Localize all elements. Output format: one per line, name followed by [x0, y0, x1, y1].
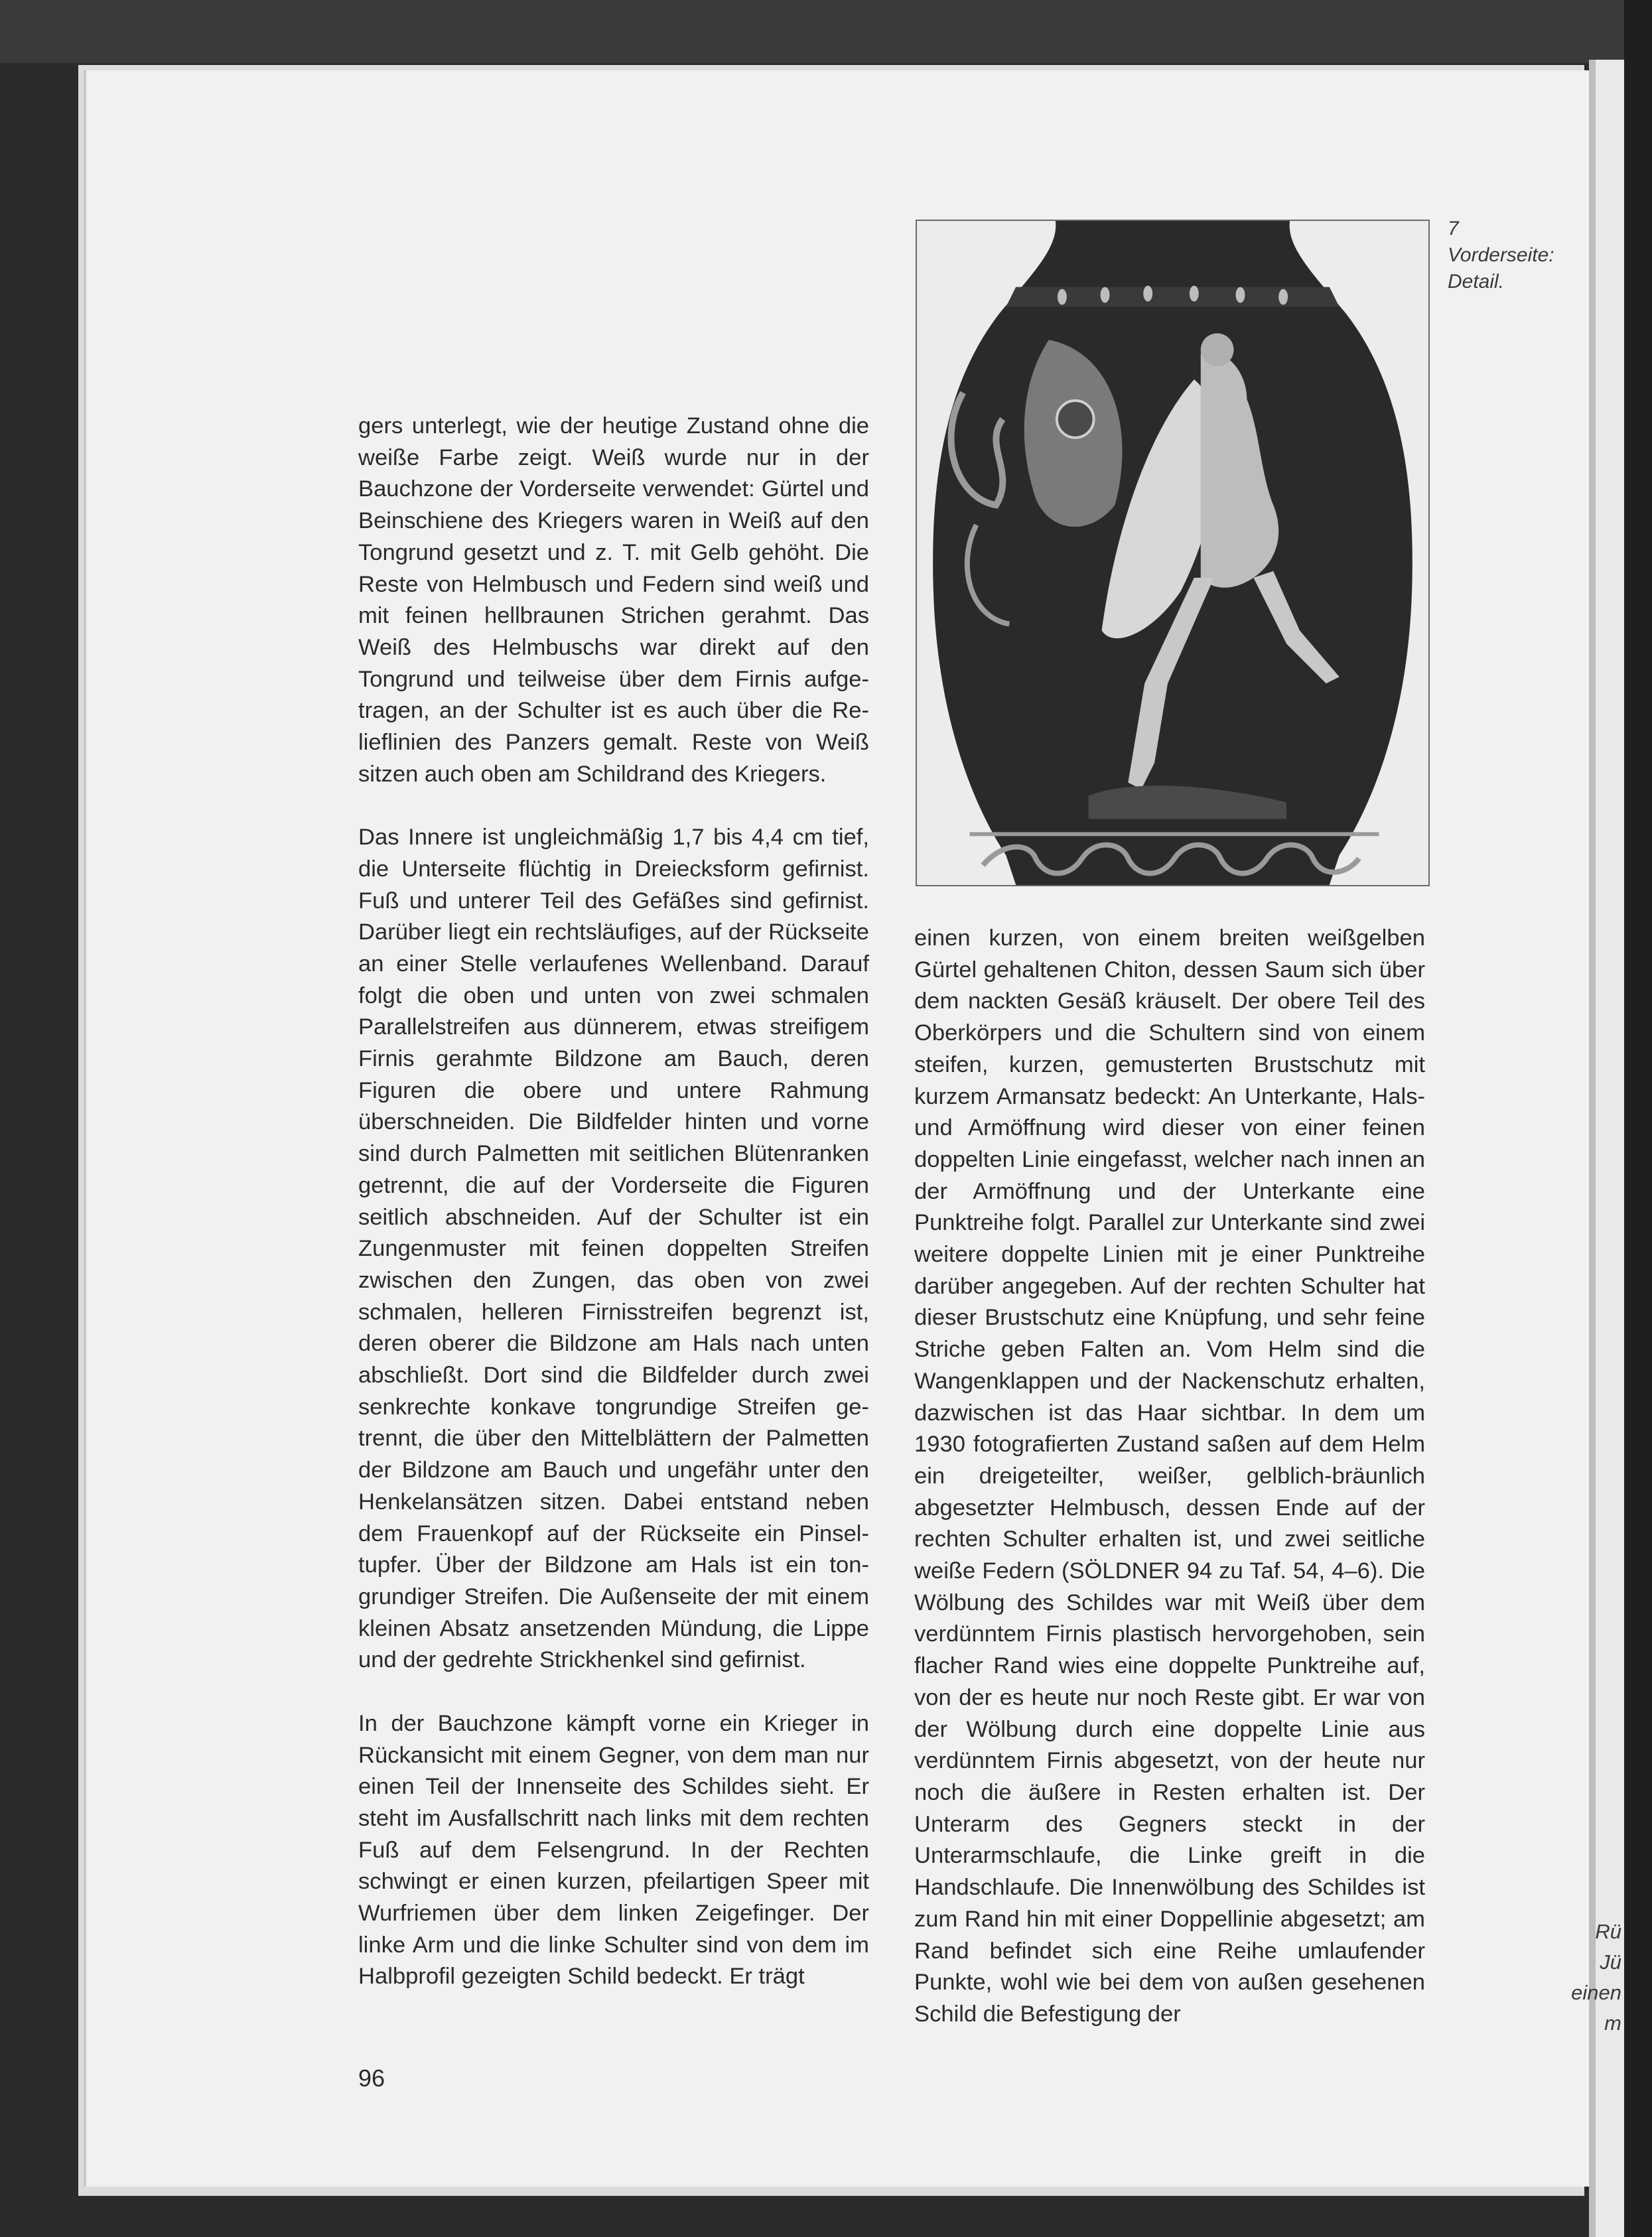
facing-page-fragment: Jü — [1600, 1950, 1621, 1974]
figure-photo-vase-detail — [916, 220, 1430, 886]
body-paragraph: einen kurzen, von einem breiten weißgelben Gürtel gehaltenen Chiton, dessen Saum sich über dem nackten Gesäß kräuselt. Der obere Teil des Oberkörpers und die Schultern sind von einem steifen, kurzen, gemusterten Brustschutz mit kurzem Armansatz bedeckt: An Unterkante, Hals- und Armöffnung wird dieser von einer feinen doppelten Linie eingefasst, welcher nach innen an der Armöffnung und der Unterkante eine Punktreihe folgt. Parallel zur Unterkante sind zwei weitere doppelte Linien mit je einer Punktreihe darüber angegeben. Auf der rechten Schulter hat dieser Brustschutz eine Knüpfung, und sehr feine Striche geben Falten an. Vom Helm sind die Wangenklappen und der Nackenschutz erhalten, dazwischen ist das Haar sichtbar. In dem um 1930 fotografierten Zustand saßen auf dem Helm ein dreigeteilter, weißer, gelblich-bräunlich abgesetzter Helmbusch, dessen Ende auf der rechten Schulter erhalten ist, und zwei seitliche weiße Federn (SÖLDNER 94 zu Taf. 54, 4–6). Die Wölbung des Schildes war mit Weiß über dem verdünntem Firnis plastisch hervorgehoben, sein flacher Rand wies eine doppelte Punktreihe auf, von der es heute nur noch Reste gibt. Er war von der Wölbung durch eine doppelte Linie aus verdünntem Firnis abgesetzt, von der heute nur noch die äußere in Resten erhalten ist. Der Unterarm des Gegners steckt in der Unterarmschlaufe, die Linke greift in die Handschlaufe. Die Innenwölbung des Schildes ist zum Rand hin mit einer Doppellinie abgesetzt; am Rand befindet sich eine Reihe umlaufender Punkte, wohl wie bei dem von außen gesehenen Schild die Befestigung der — [914, 925, 1425, 2027]
facing-page-edge — [1571, 60, 1624, 2237]
scan-background-right — [1624, 0, 1652, 2237]
body-paragraph: In der Bauchzone kämpft vorne ein Krieger in Rückansicht mit einem Gegner, von dem man nur einen Teil der Innenseite des Schildes sieht. Er steht im Ausfallschritt nach links mit dem rechten Fuß auf dem Felsengrund. In der Rechten schwingt er einen kurzen, pfeilartigen Speer mit Wurfriemen über dem linken Zeigefinger. Der linke Arm und die linke Schulter sind von dem im Halbprofil gezeigten Schild bedeckt. Er trägt — [358, 1710, 869, 1990]
body-paragraph: gers unterlegt, wie der heutige Zustand ohne die weiße Farbe zeigt. Weiß wurde nur in der Bauchzone der Vorderseite verwendet: Gürtel und Beinschiene des Kriegers waren in Weiß auf den Tongrund gesetzt und z. T. mit Gelb gehöht. Die Reste von Helmbusch und Federn sind weiß und mit feinen hellbraunen Strichen gerahmt. Das Weiß des Helmbuschs war direkt auf den Tongrund und teilweise über dem Firnis aufgetragen, an der Schulter ist es auch über die Relieflinien des Panzers gemalt. Reste von Weiß sitzen auch oben am Schildrand des Kriegers. — [358, 413, 869, 787]
scan-background-top — [0, 0, 1652, 63]
caption-line: Vorderseite: — [1448, 244, 1554, 266]
body-paragraph: Das Innere ist ungleichmäßig 1,7 bis 4,4 cm tief, die Unterseite flüchtig in Dreiecksform gefirnist. Fuß und unterer Teil des Gefäßes sind gefirnist. Darüber liegt ein rechtsläufiges, auf der Rückseite an einer Stelle verlaufenes Wellenband. Darauf folgt die oben und unten von zwei schmalen Parallelstreifen aus dünnerem, etwas streifigem Firnis gerahmte Bildzone am Bauch, deren Figuren die obere und untere Rahmung überschneiden. Die Bildfelder hinten und vorne sind durch Palmetten mit seitlichen Blütenranken getrennt, die auf der Vorderseite die Figuren seitlich abschneiden. Auf der Schulter ist ein Zungenmuster mit feinen doppelten Streifen zwischen den Zungen, das oben von zwei schmalen, helleren Firnisstreifen begrenzt ist, deren oberer die Bildzone am Hals nach unten abschließt. Dort sind die Bildfelder durch zwei senkrechte konkave tongrundige Streifen getrennt, die über den Mittelblättern der Palmetten der Bildzone am Bauch und ungefähr unter den Henkelansätzen sitzen. Dabei entstand neben dem Frauenkopf auf der Rückseite ein Pinseltupfer. Über der Bildzone am Hals ist ein tongrundiger Streifen. Die Außenseite der mit einem kleinen Absatz ansetzenden Mündung, die Lippe und der gedrehte Strickhenkel sind gefirnist. — [358, 825, 869, 1673]
caption-line: Detail. — [1448, 271, 1505, 293]
left-text-column — [358, 411, 869, 1993]
vase-illustration — [917, 221, 1428, 885]
facing-page-fragment: m — [1604, 2011, 1621, 2035]
page-number: 96 — [358, 2065, 385, 2092]
facing-page-fragment: einen — [1571, 1981, 1621, 2004]
figure-caption — [1448, 216, 1554, 295]
right-text-column — [914, 923, 1425, 2031]
figure-number: 7 — [1448, 218, 1459, 239]
book-gutter — [1589, 60, 1596, 2237]
facing-page-fragment: Rü — [1595, 1920, 1621, 1943]
